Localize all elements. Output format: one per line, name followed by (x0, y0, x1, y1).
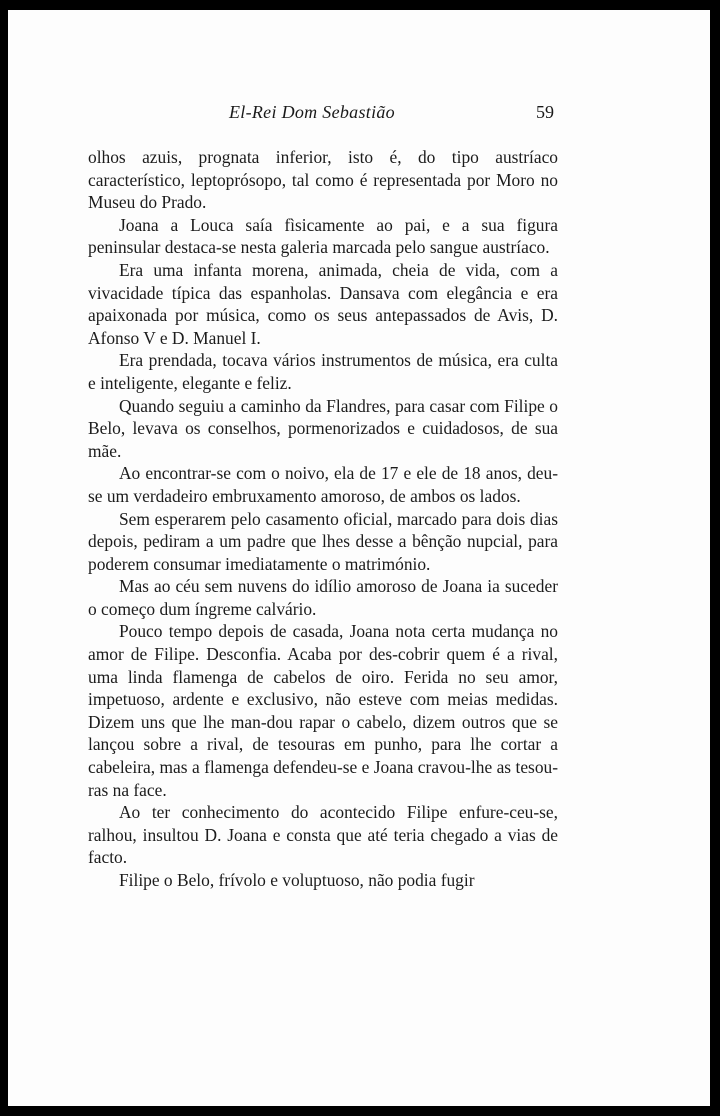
paragraph: olhos azuis, prognata inferior, isto é, do tipo austríaco característico, leptoprósopo, tal como é representada por Moro no Museu do Prado. (88, 147, 558, 213)
paragraph: Mas ao céu sem nuvens do idílio amoroso de Joana ia suceder o começo dum íngreme calvário. (88, 576, 558, 619)
paragraph: Joana a Louca saía fìsicamente ao pai, e a sua figura peninsular destaca-se nesta galeria marcada pelo sangue austríaco. (88, 214, 558, 258)
body-text (88, 146, 558, 892)
paragraph: Filipe o Belo, frívolo e voluptuoso, não podia fugir (119, 870, 475, 890)
paragraph: Quando seguiu a caminho da Flandres, para casar com Filipe o Belo, levava os conselhos, pormenorizados e cuidadosos, de sua mãe. (88, 395, 558, 461)
running-head (8, 102, 710, 126)
paragraph: Era prendada, tocava vários instrumentos de música, era culta e inteligente, elegante e feliz. (88, 350, 558, 393)
paragraph: Sem esperarem pelo casamento oficial, marcado para dois dias depois, pediram a um padre que lhes desse a bênção nupcial, para poderem consumar imediatamente o matrimónio. (88, 508, 558, 574)
page-number: 59 (536, 102, 554, 122)
paragraph: Ao ter conhecimento do acontecido Filipe enfure-ceu-se, ralhou, insultou D. Joana e consta que até teria chegado a vias de facto. (88, 802, 558, 868)
running-head-title: El-Rei Dom Sebastião (229, 102, 395, 122)
book-page (8, 10, 710, 1106)
paragraph: Era uma infanta morena, animada, cheia de vida, com a vivacidade típica das espanholas. Dansava com elegância e era apaixonada por música, como os seus antepassados de Avis, D. Afonso V e D. Manuel I. (88, 259, 558, 348)
paragraph: Ao encontrar-se com o noivo, ela de 17 e ele de 18 anos, deu-se um verdadeiro embruxamento amoroso, de ambos os lados. (88, 463, 558, 506)
paragraph: Pouco tempo depois de casada, Joana nota certa mudança no amor de Filipe. Desconfia. Acaba por des-cobrir quem é a rival, uma linda flamenga de cabelos de oiro. Ferida no seu amor, impetuoso, ardente e exclusivo, não esteve com meias medidas. Dizem uns que lhe man-dou rapar o cabelo, dizem outros que se lançou sobre a rival, de tesouras em punho, para lhe cortar a cabeleira, mas a flamenga defendeu-se e Joana cravou-lhe as tesou-ras na face. (88, 621, 558, 800)
